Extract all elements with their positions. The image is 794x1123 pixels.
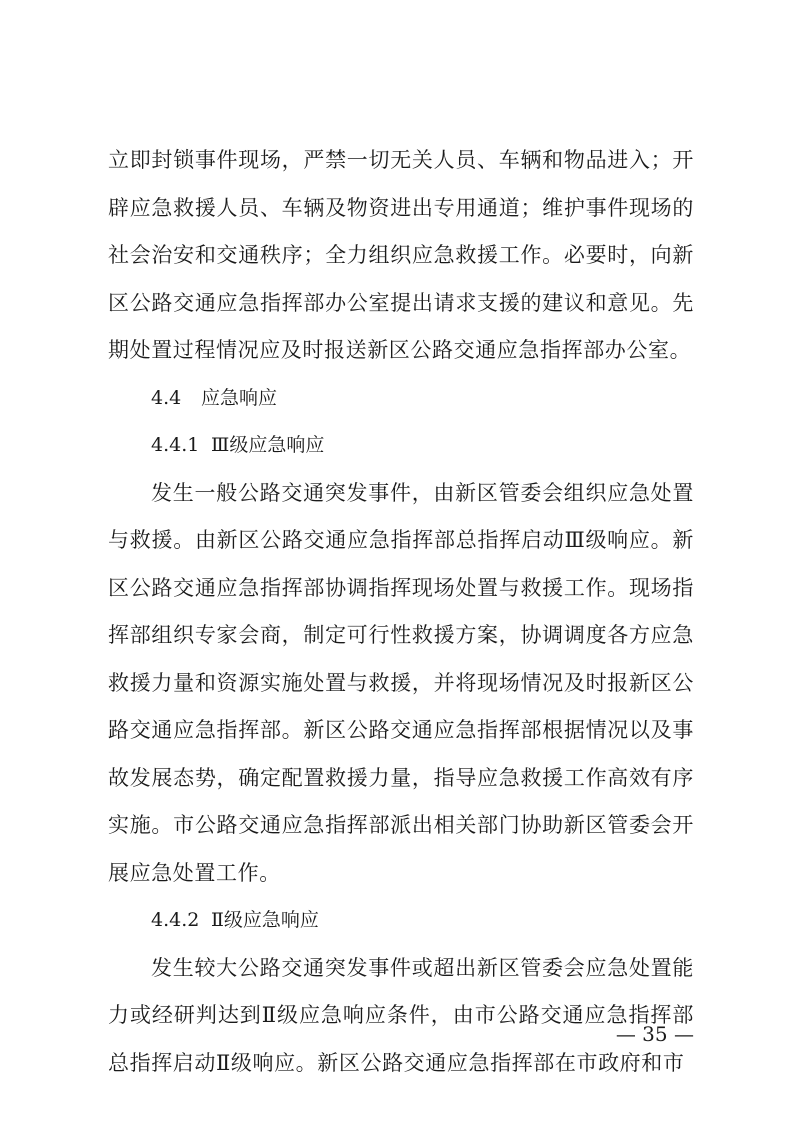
section-title: 应急响应	[201, 386, 278, 409]
section-title: Ⅲ级应急响应	[211, 434, 325, 456]
document-body	[108, 137, 694, 1087]
section-heading-4-4	[108, 375, 694, 423]
section-number: 4.4.2	[151, 909, 200, 931]
section-heading-4-4-1	[108, 422, 694, 470]
section-title: Ⅱ级应急响应	[211, 909, 319, 931]
paragraph-continued: 立即封锁事件现场，严禁一切无关人员、车辆和物品进入；开辟应急救援人员、车辆及物资进出专用通道；维护事件现场的社会治安和交通秩序；全力组织应急救援工作。必要时，向新区公路交通应急指挥部办公室提出请求支援的建议和意见。先期处置过程情况应及时报送新区公路交通应急指挥部办公室。	[108, 148, 694, 362]
section-number: 4.4	[151, 386, 182, 409]
paragraph-level-2-response: 发生较大公路交通突发事件或超出新区管委会应急处置能力或经研判达到Ⅱ级应急响应条件，由市公路交通应急指挥部总指挥启动Ⅱ级响应。新区公路交通应急指挥部在市政府和市	[108, 955, 694, 1075]
section-number: 4.4.1	[151, 434, 200, 456]
page-number: — 35 —	[615, 1022, 694, 1046]
paragraph-level-3-response: 发生一般公路交通突发事件，由新区管委会组织应急处置与救援。由新区公路交通应急指挥部总指挥启动Ⅲ级响应。新区公路交通应急指挥部协调指挥现场处置与救援工作。现场指挥部组织专家会商，制定可行性救援方案，协调调度各方应急救援力量和资源实施处置与救援，并将现场情况及时报新区公路交通应急指挥部。新区公路交通应急指挥部根据情况以及事故发展态势，确定配置救援力量，指导应急救援工作高效有序实施。市公路交通应急指挥部派出相关部门协助新区管委会开展应急处置工作。	[108, 480, 694, 885]
section-heading-4-4-2	[108, 897, 694, 945]
